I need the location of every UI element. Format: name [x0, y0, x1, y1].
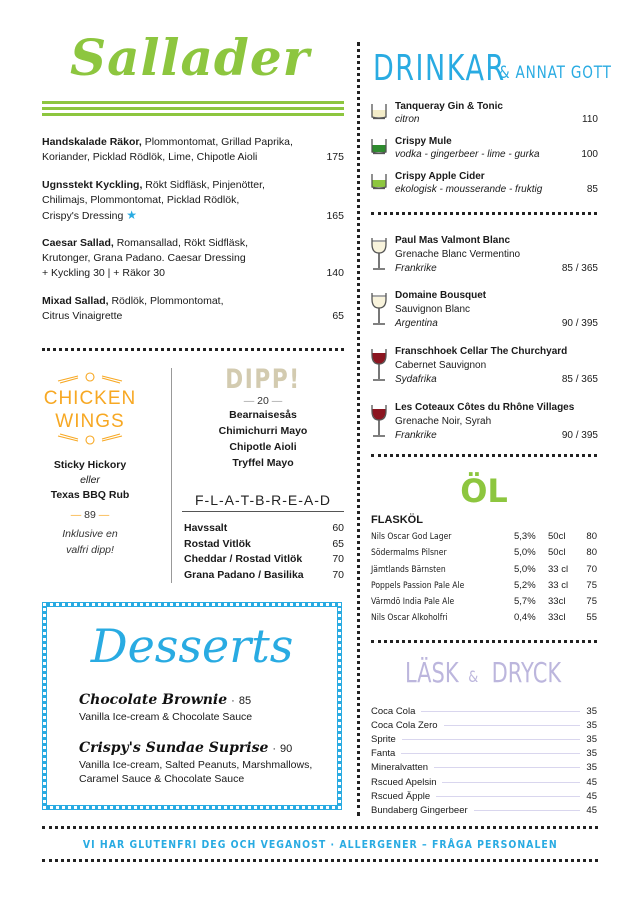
flatbread-title: F-L-A-T-B-R-E-A-D [195, 492, 331, 508]
soda-name: Rscued Äpple [371, 790, 431, 802]
soda-name: Sprite [371, 733, 396, 745]
soda-list [371, 704, 597, 818]
soda-row [371, 718, 597, 732]
wings-note [40, 526, 140, 558]
leader-line [474, 810, 581, 811]
flatbread-name: Rostad Vitlök [184, 537, 251, 550]
red-wine-glass-icon [370, 403, 388, 444]
white-wine-glass-icon [370, 236, 388, 277]
beer-price: 55 [586, 612, 597, 624]
beer-list [371, 514, 597, 627]
salad-addons: + Kyckling 30 | + Räkor 30 [42, 267, 165, 279]
dipp-section [182, 364, 344, 471]
leader-line [421, 711, 580, 712]
drinkar-heading: DRINKAR [373, 48, 506, 89]
cocktail-item [370, 170, 598, 196]
lask-heading-b: DRYCK [491, 656, 561, 689]
cocktail-name: Crispy Apple Cider [395, 171, 485, 182]
lask-title [370, 656, 598, 689]
beer-abv: 0,4% [514, 612, 536, 624]
flatbread-name: Havssalt [184, 522, 228, 534]
wine-name: Les Coteaux Côtes du Rhône Villages [395, 402, 575, 413]
wine-price: 90 / 395 [561, 430, 598, 441]
beer-row [371, 578, 597, 594]
wine-item [370, 234, 598, 276]
beer-size: 33cl [548, 612, 566, 624]
drinkar-title [373, 48, 612, 89]
salad-price: 140 [326, 267, 344, 279]
footer-top-divider [42, 826, 598, 829]
desserts-box [42, 602, 342, 810]
chicken-wings-title-2: WINGS [55, 411, 125, 432]
leader-line [442, 782, 580, 783]
soda-price: 35 [586, 748, 597, 760]
cocktail-item [370, 135, 598, 161]
dipp-price: 20 [257, 395, 269, 407]
dessert-price: 90 [280, 743, 293, 755]
flatbread-rule [182, 511, 344, 512]
sallader-underline [42, 101, 344, 119]
soda-name: Mineralvatten [371, 762, 429, 774]
cocktail-bottom-divider [371, 212, 597, 215]
salad-desc: Krutonger, Grana Padano. Caesar Dressing [42, 252, 246, 264]
salad-item [42, 135, 344, 165]
ol-title: ÖL [460, 472, 508, 510]
wings-dipp-separator [171, 368, 172, 583]
chicken-wings-title-1: CHICKEN [43, 388, 137, 409]
dessert-desc: Vanilla Ice-cream, Salted Peanuts, Marshmallows, [79, 759, 313, 771]
soda-row [371, 704, 597, 718]
wine-grape: Sauvignon Blanc [395, 304, 471, 315]
sallader-title: Sallader [69, 28, 310, 87]
cocktail-name: Crispy Mule [395, 136, 452, 147]
dipp-item: Chimichurri Mayo [218, 425, 308, 437]
soda-price: 35 [586, 762, 597, 774]
soda-row [371, 803, 597, 817]
beer-name: Nils Oscar Alkoholfri [371, 613, 448, 624]
dessert-name: Chocolate Brownie [79, 692, 228, 708]
red-wine-glass-icon [370, 347, 388, 388]
soda-name: Bundaberg Gingerbeer [371, 804, 468, 816]
wings-price: 89 [84, 509, 96, 521]
salad-name: Handskalade Räkor, [42, 136, 142, 148]
wine-item [370, 289, 598, 331]
soda-name: Fanta [371, 748, 396, 760]
flatbread-price: 60 [332, 522, 344, 534]
ornament-top-icon [40, 372, 140, 387]
cocktail-price: 85 [586, 184, 598, 195]
footer-notice-text: VI HAR GLUTENFRI DEG OCH VEGANOST · ALLERGENER – FRÅGA PERSONALEN [82, 838, 558, 851]
leader-line [444, 725, 581, 726]
salad-desc: Romansallad, Rökt Sidfläsk, [113, 237, 249, 249]
soda-row [371, 761, 597, 775]
soda-name: Coca Cola [371, 705, 416, 717]
beer-row [371, 545, 597, 561]
salad-item [42, 236, 344, 281]
cocktail-item [370, 100, 598, 126]
dessert-desc: Caramel Sauce & Chocolate Sauce [79, 772, 245, 785]
salad-name: Mixad Sallad, [42, 295, 109, 307]
tumbler-glass-icon [370, 137, 388, 159]
flatbread-price: 70 [332, 553, 344, 565]
wine-name: Domaine Bousquet [395, 290, 487, 301]
wings-price-row: — 89 — [70, 509, 110, 521]
flatbread-price: 70 [332, 568, 344, 581]
dessert-desc: Vanilla Ice-cream & Chocolate Sauce [79, 711, 253, 723]
wine-origin: Sydafrika [395, 374, 437, 385]
beer-price: 80 [586, 547, 597, 559]
chicken-wings-section [40, 372, 140, 558]
beer-row [371, 610, 597, 626]
salad-desc: Chilimajs, Plommontomat, Picklad Rödlök, [42, 194, 240, 206]
flatbread-item [184, 552, 344, 568]
flatbread-item [184, 568, 344, 584]
wine-name: Franschhoek Cellar The Churchyard [395, 346, 568, 357]
drinkar-subheading: & ANNAT GOTT [499, 63, 612, 83]
center-dotted-divider [357, 42, 360, 816]
dessert-name: Crispy's Sundae Suprise [79, 740, 269, 756]
wine-price: 85 / 365 [561, 374, 598, 385]
lask-amp: & [468, 667, 479, 686]
beer-size: 33 cl [548, 579, 569, 591]
wings-option-1: Sticky Hickory [53, 459, 127, 471]
flatbread-name: Cheddar / Rostad Vitlök [184, 553, 303, 565]
tumbler-glass-icon [370, 172, 388, 194]
flatbread-name: Grana Padano / Basilika [184, 568, 304, 581]
dipp-price-row: — 20 — [243, 395, 283, 407]
salad-desc: Rökt Sidfläsk, Pinjenötter, [142, 179, 265, 191]
desserts-title: Desserts [90, 619, 294, 673]
soda-price: 45 [586, 776, 597, 788]
soda-name: Coca Cola Zero [371, 719, 438, 731]
white-wine-glass-icon [370, 291, 388, 332]
salad-price: 165 [326, 210, 344, 222]
beer-abv: 5,3% [514, 531, 536, 542]
beer-row [371, 562, 597, 578]
wings-note-line: Inklusive en [62, 528, 118, 540]
leader-line [401, 753, 580, 754]
soda-price: 45 [586, 790, 597, 802]
flatbread-price: 65 [332, 537, 344, 550]
beer-name: Värmdö India Pale Ale [371, 597, 455, 608]
soda-price: 45 [586, 804, 597, 816]
wine-item [370, 345, 598, 387]
footer-notice [0, 838, 640, 851]
wine-grape: Cabernet Sauvignon [395, 360, 487, 371]
salad-desc: Citrus Vinaigrette [42, 310, 123, 322]
wine-origin: Frankrike [395, 430, 437, 441]
wine-origin: Argentina [395, 318, 438, 329]
lask-heading-a: LÄSK [404, 656, 459, 689]
beer-name: Poppels Passion Pale Ale [371, 580, 465, 591]
beer-row [371, 529, 597, 545]
salad-desc: Plommontomat, Grillad Paprika, [141, 136, 293, 148]
soda-name: Rscued Apelsin [371, 776, 437, 788]
dessert-item: Crispy's Sundae Suprise · 90 Vanilla Ice-cream, Salted Peanuts, Marshmallows, Caramel Sauce & Chocolate Sauce [79, 739, 339, 786]
salad-desc: Koriander, Picklad Rödlök, Lime, Chipotle Aioli [42, 151, 258, 163]
flatbread-item [184, 521, 344, 537]
cocktail-price: 110 [582, 114, 598, 125]
beer-price: 75 [586, 596, 597, 608]
beer-size: 50cl [548, 547, 566, 559]
wine-name: Paul Mas Valmont Blanc [395, 235, 511, 246]
flatbread-list [184, 521, 344, 583]
leader-line [436, 796, 580, 797]
flatbread-item [184, 537, 344, 553]
beer-abv: 5,0% [514, 547, 536, 559]
beer-price: 75 [586, 579, 597, 591]
beer-name: Jämtlands Bärnsten [371, 564, 446, 575]
dipp-item: Chipotle Aioli [229, 441, 297, 453]
beer-row [371, 594, 597, 610]
salad-price: 65 [332, 310, 344, 322]
soda-price: 35 [586, 719, 597, 731]
soda-row [371, 732, 597, 746]
beer-price: 80 [586, 531, 597, 542]
wings-note-line: valfri dipp! [66, 544, 114, 556]
leader-line [402, 739, 581, 740]
beer-abv: 5,7% [514, 596, 536, 608]
wine-price: 90 / 395 [561, 318, 598, 329]
cocktail-desc: citron [395, 114, 420, 125]
wings-option-2: Texas BBQ Rub [50, 489, 130, 501]
salad-desc: Rödlök, Plommontomat, [108, 295, 224, 307]
salad-item [42, 178, 344, 224]
tumbler-glass-icon [370, 102, 388, 124]
wine-origin: Frankrike [395, 263, 437, 274]
salad-item [42, 294, 344, 324]
dipp-item: Bearnaisesås [229, 409, 297, 421]
wine-item [370, 401, 598, 443]
beer-abv: 5,2% [514, 579, 536, 591]
beer-size: 33 cl [548, 563, 569, 575]
beer-size: 33cl [548, 596, 566, 608]
cocktail-name: Tanqueray Gin & Tonic [395, 101, 503, 112]
salad-name: Caesar Sallad, [42, 237, 114, 249]
soda-price: 35 [586, 733, 597, 745]
beer-name: Nils Oscar God Lager [371, 532, 452, 542]
dipp-item: Tryffel Mayo [232, 457, 294, 469]
beer-bottom-divider [371, 640, 597, 643]
salad-bottom-divider [42, 348, 344, 351]
dipp-title: DIPP! [225, 364, 301, 395]
wine-grape: Grenache Noir, Syrah [395, 416, 492, 427]
dessert-item: Chocolate Brownie · 85 Vanilla Ice-cream & Chocolate Sauce [79, 691, 339, 725]
ornament-bottom-icon [40, 433, 140, 448]
wine-grape: Grenache Blanc Vermentino [395, 249, 521, 260]
footer-bottom-divider [42, 859, 598, 862]
soda-price: 35 [586, 705, 597, 717]
wings-or: eller [80, 474, 100, 486]
beer-abv: 5,0% [514, 563, 536, 575]
dessert-price: 85 [238, 695, 252, 707]
salad-price: 175 [326, 151, 344, 163]
leader-line [434, 767, 580, 768]
soda-row [371, 789, 597, 803]
wine-price: 85 / 365 [561, 263, 598, 274]
star-icon: ★ [126, 208, 138, 222]
salad-desc: Crispy's Dressing [42, 210, 124, 222]
cocktail-desc: ekologisk - mousserande - fruktig [395, 184, 543, 195]
beer-size: 50cl [548, 531, 566, 542]
beer-price: 70 [586, 563, 597, 575]
soda-row [371, 747, 597, 761]
soda-row [371, 775, 597, 789]
beer-name: Södermalms Pilsner [371, 548, 447, 559]
flaskol-heading: FLASKÖL [371, 514, 423, 526]
salad-name: Ugnsstekt Kyckling, [42, 179, 143, 191]
cocktail-price: 100 [581, 149, 598, 160]
cocktail-desc: vodka - gingerbeer - lime - gurka [395, 149, 540, 160]
wine-bottom-divider [371, 454, 597, 457]
